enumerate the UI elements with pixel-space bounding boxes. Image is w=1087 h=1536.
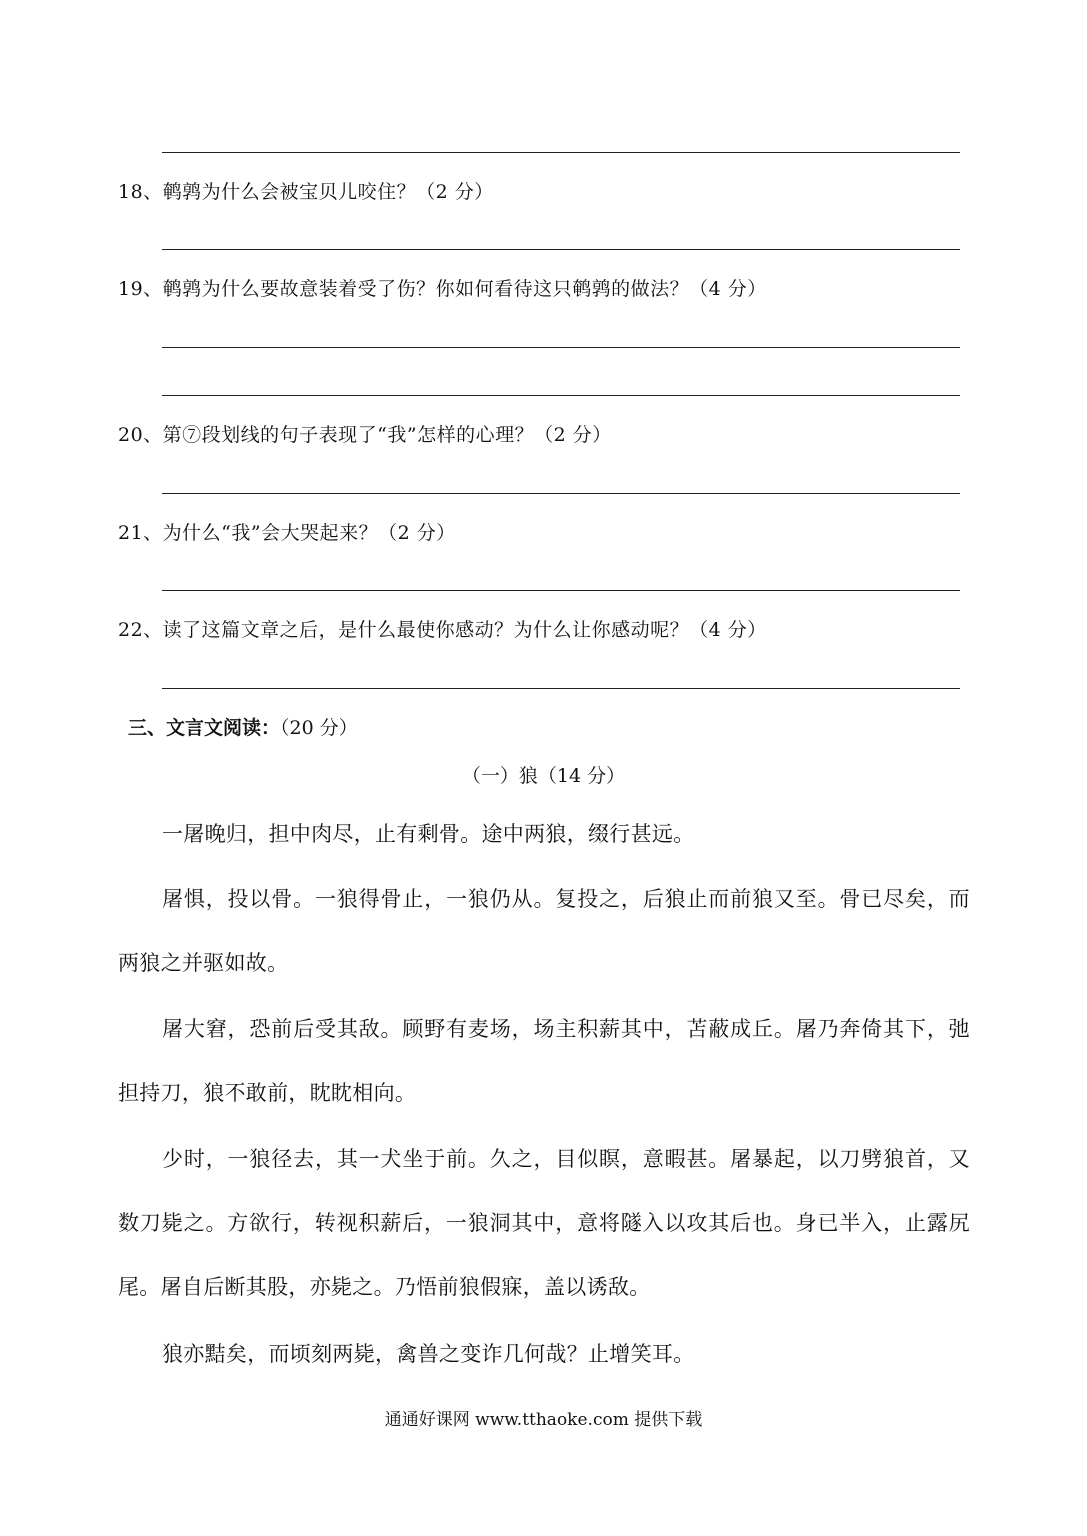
passage-paragraph: 屠大窘，恐前后受其敌。顾野有麦场，场主积薪其中，苫蔽成丘。屠乃奔倚其下，弛担持刀，狼不敢前，眈眈相向。	[118, 1017, 970, 1105]
footer-credit: 通通好课网 www.tthaoke.com 提供下载	[384, 1410, 703, 1430]
question-19: 19、鹌鹑为什么要故意装着受了伤？你如何看待这只鹌鹑的做法？（4 分）	[118, 278, 767, 300]
question-22: 22、读了这篇文章之后，是什么最使你感动？为什么让你感动呢？（4 分）	[118, 619, 767, 641]
passage-paragraph: 狼亦黠矣，而顷刻两毙，禽兽之变诈几何哉？止增笑耳。	[162, 1342, 695, 1366]
answer-line	[162, 249, 960, 250]
answer-line	[162, 152, 960, 153]
passage-paragraph: 少时，一狼径去，其一犬坐于前。久之，目似瞑，意暇甚。屠暴起，以刀劈狼首，又数刀毙之。方欲行，转视积薪后，一狼洞其中，意将隧入以攻其后也。身已半入，止露尻尾。屠自后断其股，亦毙之。乃悟前狼假寐，盖以诱敌。	[118, 1147, 970, 1299]
passage-paragraph: 屠惧，投以骨。一狼得骨止，一狼仍从。复投之，后狼止而前狼又至。骨已尽矣，而两狼之并驱如故。	[118, 887, 970, 975]
question-20: 20、第⑦段划线的句子表现了“我”怎样的心理？（2 分）	[118, 424, 612, 446]
answer-line	[162, 395, 960, 396]
answer-line	[162, 590, 960, 591]
section-heading	[128, 714, 358, 742]
answer-line	[162, 688, 960, 689]
answer-line	[162, 347, 960, 348]
section-heading-label: 三、文言文阅读：	[128, 717, 281, 739]
question-21: 21、为什么“我”会大哭起来？（2 分）	[118, 522, 456, 544]
passage-paragraph: 一屠晚归，担中肉尽，止有剩骨。途中两狼，缀行甚远。	[162, 822, 695, 846]
question-18: 18、鹌鹑为什么会被宝贝儿咬住？（2 分）	[118, 181, 494, 203]
section-score: （20 分）	[280, 717, 358, 739]
answer-line	[162, 493, 960, 494]
passage-title: （一）狼（14 分）	[461, 765, 626, 787]
